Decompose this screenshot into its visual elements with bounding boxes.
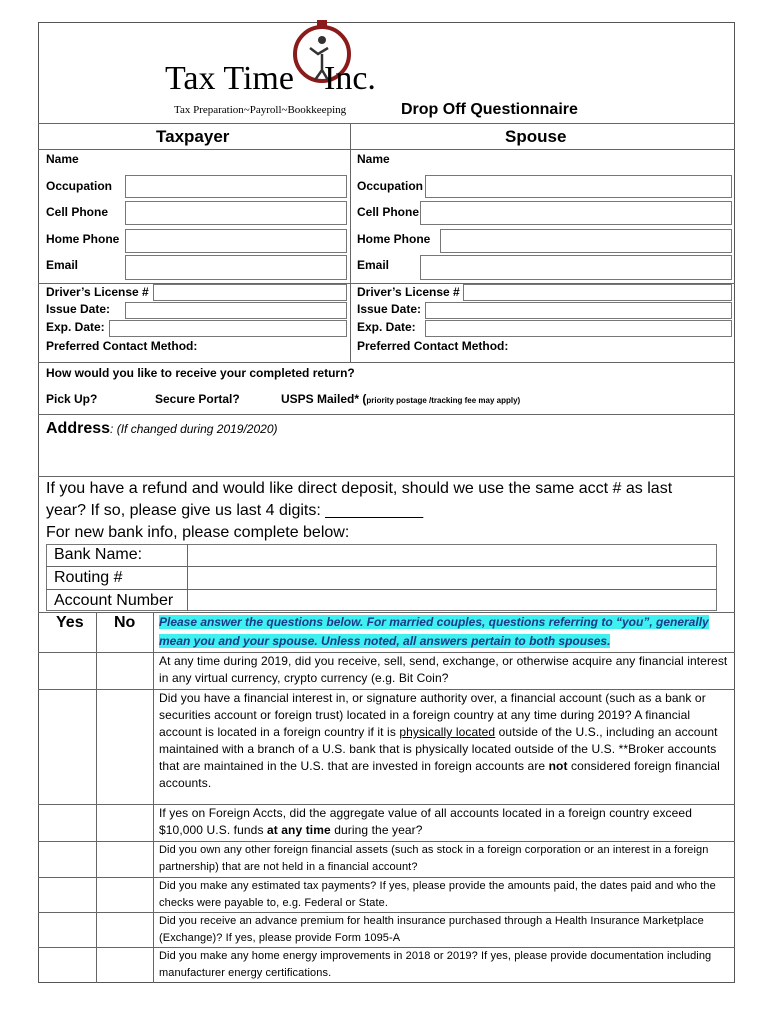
yes-checkbox[interactable]	[39, 948, 95, 982]
company-tagline: Tax Preparation~Payroll~Bookkeeping	[174, 104, 347, 116]
company-name-part2: Inc.	[324, 60, 376, 97]
usps-fee-note: priority postage /tracking fee may apply)	[366, 396, 521, 405]
question-estimated-payments: Did you make any estimated tax payments? If yes, please provide the amounts paid, the dates paid and who the checks were payable to, e.g. Federal or State.	[159, 880, 716, 909]
taxpayer-exp-date-field[interactable]	[109, 320, 347, 337]
yes-checkbox[interactable]	[39, 653, 95, 688]
divider	[38, 149, 735, 150]
account-number-label: Account Number	[54, 592, 174, 609]
spouse-license-label: Driver’s License #	[357, 285, 460, 299]
spouse-exp-date-label: Exp. Date:	[357, 320, 416, 334]
delivery-question: How would you like to receive your completed return?	[46, 366, 355, 380]
bank-name-field[interactable]	[188, 545, 716, 565]
secure-portal-option[interactable]: Secure Portal?	[155, 392, 240, 406]
bank-name-label: Bank Name:	[54, 546, 143, 563]
yes-column-header: Yes	[56, 614, 84, 631]
divider	[38, 414, 735, 415]
q2-text-c: outside of the U.S., including an account maintained with a branch of a U.S. bank that is physically located outside of the U.S. **Broker accounts that are maintained in the U.S. that are invested in foreign accounts are	[159, 725, 718, 773]
spouse-occupation-field[interactable]	[425, 175, 732, 198]
spouse-issue-date-label: Issue Date:	[357, 302, 422, 316]
yes-checkbox[interactable]	[39, 913, 95, 946]
taxpayer-contact-method-label: Preferred Contact Method:	[46, 339, 198, 353]
address-label	[46, 420, 278, 438]
taxpayer-home-phone-label: Home Phone	[46, 232, 120, 246]
taxpayer-occupation-label: Occupation	[46, 179, 113, 193]
account-number-field[interactable]	[188, 590, 716, 610]
question-crypto: At any time during 2019, did you receive, sell, send, exchange, or otherwise acquire any financial interest in any virtual currency, crypto currency (e.g. Bit Coin?	[159, 654, 728, 685]
no-checkbox[interactable]	[97, 913, 152, 946]
usps-mailed-option[interactable]	[281, 392, 520, 406]
taxpayer-cell-phone-field[interactable]	[125, 201, 347, 225]
q2-bold-not: not	[548, 759, 568, 773]
routing-field[interactable]	[188, 567, 716, 588]
q3-text-a: If yes on Foreign Accts, did the aggregate value of all accounts located in a foreign country exceed $10,000 U.S. funds	[159, 806, 692, 837]
pick-up-option[interactable]: Pick Up?	[46, 392, 98, 406]
taxpayer-email-label: Email	[46, 258, 79, 272]
taxpayer-issue-date-label: Issue Date:	[46, 302, 111, 316]
spouse-cell-phone-field[interactable]	[420, 201, 732, 225]
taxpayer-cell-phone-label: Cell Phone	[46, 205, 109, 219]
question-health-insurance: Did you receive an advance premium for health insurance purchased through a Health Insurance Marketplace (Exchange)? If yes, please provide Form 1095-A	[159, 915, 704, 944]
q3-bold: at any time	[266, 823, 331, 837]
spouse-email-field[interactable]	[420, 255, 732, 280]
taxpayer-license-field[interactable]	[153, 284, 347, 301]
usps-label: USPS Mailed* (	[281, 392, 367, 406]
spouse-home-phone-label: Home Phone	[357, 232, 431, 246]
form-title: Drop Off Questionnaire	[401, 101, 578, 118]
taxpayer-license-label: Driver’s License #	[46, 285, 149, 299]
deposit-question-line1: If you have a refund and would like direct deposit, should we use the same acct # as last	[46, 480, 673, 497]
q2-underlined: physically located	[399, 725, 496, 739]
taxpayer-heading: Taxpayer	[156, 127, 230, 146]
no-checkbox[interactable]	[97, 842, 152, 876]
no-checkbox[interactable]	[97, 805, 152, 840]
no-column-header: No	[114, 614, 136, 631]
deposit-question-line2: year? If so, please give us last 4 digits: ___________	[46, 502, 424, 519]
no-checkbox[interactable]	[97, 690, 152, 803]
taxpayer-name-label: Name	[46, 152, 79, 166]
divider	[38, 362, 735, 363]
question-energy-improvements: Did you make any home energy improvements in 2018 or 2019? If yes, please provide documentation including manufacturer energy certifications.	[159, 950, 712, 979]
taxpayer-home-phone-field[interactable]	[125, 229, 347, 253]
taxpayer-issue-date-field[interactable]	[125, 302, 347, 319]
question-foreign-account	[159, 690, 729, 792]
taxpayer-occupation-field[interactable]	[125, 175, 347, 198]
spouse-exp-date-field[interactable]	[425, 320, 732, 337]
spouse-heading: Spouse	[505, 127, 567, 146]
spouse-license-field[interactable]	[463, 284, 732, 301]
yes-checkbox[interactable]	[39, 878, 95, 911]
instructions-text: Please answer the questions below. For married couples, questions referring to “you”, generally mean you and your spouse. Unless noted, all answers pertain to both spouses.	[159, 615, 709, 648]
deposit-question-line3: For new bank info, please complete below:	[46, 524, 350, 541]
yes-checkbox[interactable]	[39, 842, 95, 876]
divider	[153, 612, 154, 983]
address-note: : (If changed during 2019/2020)	[110, 422, 278, 436]
q2-text-a: Did you have a financial interest in, or signature authority over, a financial account (such as a bank or securities account or foreign trust) located in a foreign country at any time during 2019? A financial account is located in a foreign country if it is	[159, 691, 706, 739]
q2-text-e: considered foreign financial accounts.	[159, 759, 720, 790]
no-checkbox[interactable]	[97, 948, 152, 982]
taxpayer-email-field[interactable]	[125, 255, 347, 280]
spouse-email-label: Email	[357, 258, 390, 272]
spouse-cell-phone-label: Cell Phone	[357, 205, 420, 219]
company-name-part1: Tax Time	[165, 60, 294, 97]
spouse-name-label: Name	[357, 152, 390, 166]
spouse-occupation-label: Occupation	[357, 179, 424, 193]
yes-checkbox[interactable]	[39, 805, 95, 840]
spouse-issue-date-field[interactable]	[425, 302, 732, 319]
divider	[38, 123, 735, 124]
spouse-home-phone-field[interactable]	[440, 229, 732, 253]
question-foreign-assets: Did you own any other foreign financial assets (such as stock in a foreign corporation or an interest in a foreign partnership) that are not held in a financial account?	[159, 844, 709, 873]
no-checkbox[interactable]	[97, 653, 152, 688]
spouse-contact-method-label: Preferred Contact Method:	[357, 339, 509, 353]
routing-label: Routing #	[54, 569, 123, 586]
divider	[38, 476, 735, 477]
address-title: Address	[46, 420, 111, 437]
divider	[350, 123, 351, 362]
company-logo	[160, 18, 400, 123]
questions-instructions	[159, 613, 729, 651]
question-foreign-value	[159, 805, 729, 839]
q3-text-c: during the year?	[330, 823, 423, 837]
no-checkbox[interactable]	[97, 878, 152, 911]
yes-checkbox[interactable]	[39, 690, 95, 803]
taxpayer-exp-date-label: Exp. Date:	[46, 320, 105, 334]
